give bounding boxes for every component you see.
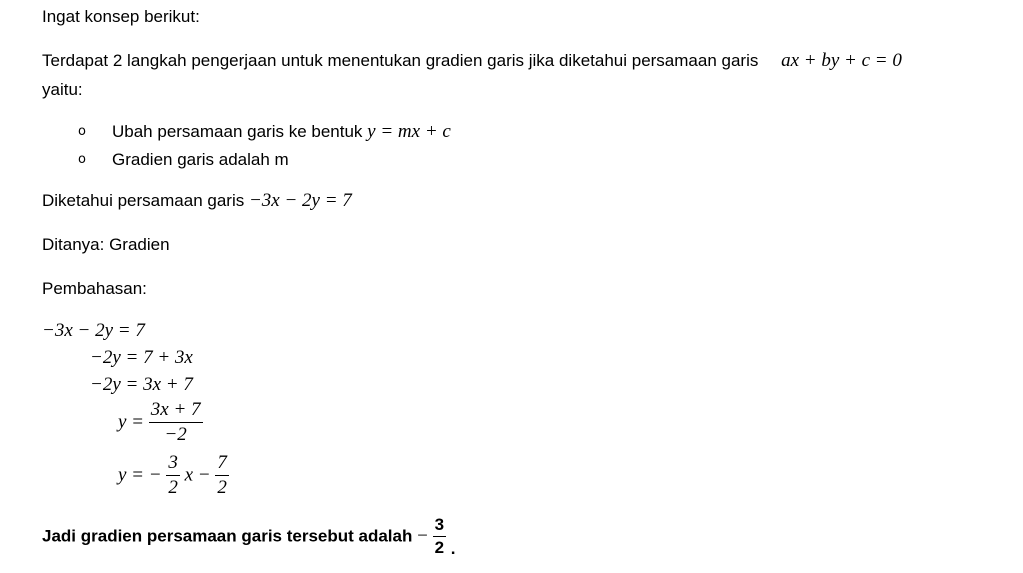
step-3: −2y = 3x + 7 xyxy=(90,374,193,395)
step-5-fraction-1 xyxy=(166,451,180,500)
bullet-marker-2: o xyxy=(78,152,86,167)
conclusion xyxy=(42,514,456,559)
step-5-left: y = − xyxy=(118,464,162,486)
step-5-numerator-1: 3 xyxy=(166,451,180,476)
conclusion-sign: − xyxy=(417,525,428,547)
step-4-numerator: 3x + 7 xyxy=(149,398,203,423)
paragraph-text xyxy=(42,50,902,72)
bullet-item-2: Gradien garis adalah m xyxy=(112,150,289,169)
step-4 xyxy=(118,398,203,447)
bullet-item-1 xyxy=(112,121,451,143)
given-label: Diketahui persamaan garis xyxy=(42,191,245,210)
step-1: −3x − 2y = 7 xyxy=(42,320,145,341)
conclusion-fraction xyxy=(433,514,446,559)
step-5-numerator-2: 7 xyxy=(215,451,229,476)
intro-text: Ingat konsep berikut: xyxy=(42,7,200,26)
conclusion-numerator: 3 xyxy=(433,514,446,537)
step-4-left: y = xyxy=(118,411,145,433)
conclusion-denominator: 2 xyxy=(434,538,445,557)
step-4-denominator: −2 xyxy=(164,424,187,445)
bullet-marker-1: o xyxy=(78,124,86,139)
step-5-middle: x − xyxy=(184,464,211,486)
given-equation: −3x − 2y = 7 xyxy=(248,190,352,211)
paragraph-sentence: Terdapat 2 langkah pengerjaan untuk menentukan gradien garis jika diketahui persamaan garis xyxy=(42,51,759,70)
slope-intercept-equation: y = mx + c xyxy=(367,121,451,142)
discussion-label: Pembahasan: xyxy=(42,279,147,298)
given-line xyxy=(42,190,352,212)
conclusion-end: . xyxy=(450,539,456,558)
bullet-text-1: Ubah persamaan garis ke bentuk xyxy=(112,122,363,141)
general-line-equation: ax + by + c = 0 xyxy=(781,50,902,71)
step-4-fraction xyxy=(149,398,203,447)
step-5-denominator-1: 2 xyxy=(168,477,178,498)
conclusion-text: Jadi gradien persamaan garis tersebut adalah xyxy=(42,526,413,546)
step-2: −2y = 7 + 3x xyxy=(90,347,193,368)
step-5 xyxy=(118,451,229,500)
asked-text: Ditanya: Gradien xyxy=(42,235,170,254)
step-5-fraction-2 xyxy=(215,451,229,500)
step-5-denominator-2: 2 xyxy=(217,477,227,498)
paragraph-continuation: yaitu: xyxy=(42,80,83,99)
